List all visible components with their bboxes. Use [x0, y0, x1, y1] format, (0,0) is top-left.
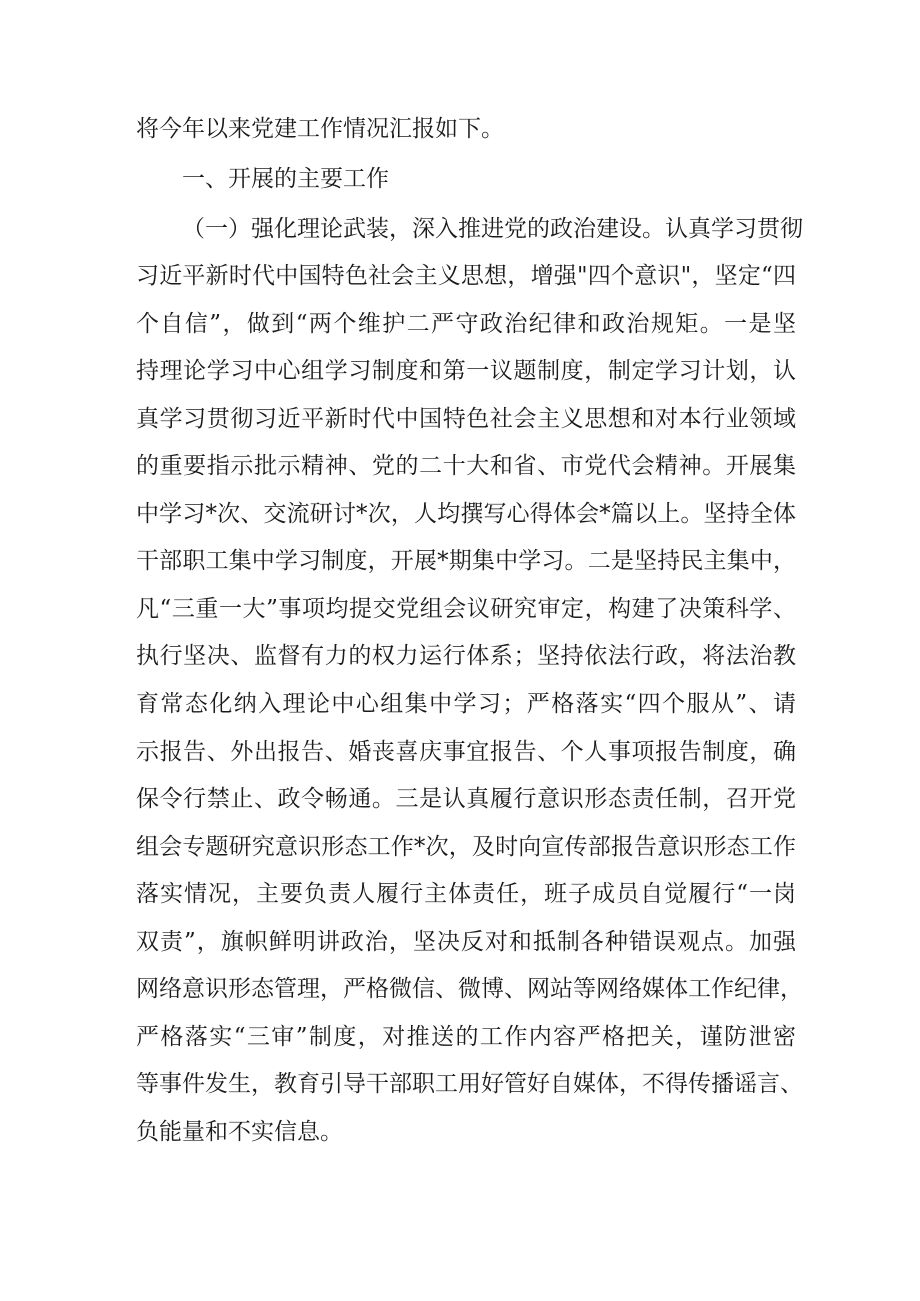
paragraph-line: 习近平新时代中国特色社会主义思想，增强"四个意识"，坚定“四: [136, 263, 796, 289]
paragraph-line: 个自信”，做到“两个维护二严守政治纪律和政治规矩。一是坚: [136, 311, 796, 337]
paragraph-line: （一）强化理论武装，深入推进党的政治建设。认真学习贯彻: [182, 216, 803, 242]
paragraph-line: 持理论学习中心组学习制度和第一议题制度，制定学习计划，认: [136, 358, 796, 384]
paragraph-line: 育常态化纳入理论中心组集中学习；严格落实“四个服从”、请: [136, 691, 796, 717]
paragraph-line: 执行坚决、监督有力的权力运行体系；坚持依法行政，将法治教: [136, 643, 796, 669]
paragraph-line: 中学习*次、交流研讨*次，人均撰写心得体会*篇以上。坚持全体: [136, 501, 796, 527]
paragraph-line: 双责”，旗帜鲜明讲政治，坚决反对和抵制各种错误观点。加强: [136, 929, 796, 955]
paragraph-line: 的重要指示批示精神、党的二十大和省、市党代会精神。开展集: [136, 453, 796, 479]
intro-line: 将今年以来党建工作情况汇报如下。: [136, 116, 504, 142]
paragraph-line: 负能量和不实信息。: [136, 1119, 343, 1145]
paragraph-line: 落实情况，主要负责人履行主体责任，班子成员自觉履行“一岗: [136, 881, 796, 907]
paragraph-line: 组会专题研究意识形态工作*次，及时向宣传部报告意识形态工作: [136, 834, 796, 860]
paragraph-line: 网络意识形态管理，严格微信、微博、网站等网络媒体工作纪律，: [136, 976, 803, 1002]
paragraph-line: 示报告、外出报告、婚丧喜庆事宜报告、个人事项报告制度，确: [136, 739, 796, 765]
paragraph-line: 保令行禁止、政令畅通。三是认真履行意识形态责任制，召开党: [136, 786, 796, 812]
section-heading: 一、开展的主要工作: [182, 166, 389, 192]
paragraph-line: 等事件发生，教育引导干部职工用好管好自媒体，不得传播谣言、: [136, 1071, 803, 1097]
paragraph-line: 凡“三重一大”事项均提交党组会议研究审定，构建了决策科学、: [136, 596, 796, 622]
paragraph-line: 真学习贯彻习近平新时代中国特色社会主义思想和对本行业领域: [136, 406, 796, 432]
paragraph-line: 干部职工集中学习制度，开展*期集中学习。二是坚持民主集中，: [136, 548, 796, 574]
paragraph-line: 严格落实“三审”制度，对推送的工作内容严格把关，谨防泄密: [136, 1024, 796, 1050]
